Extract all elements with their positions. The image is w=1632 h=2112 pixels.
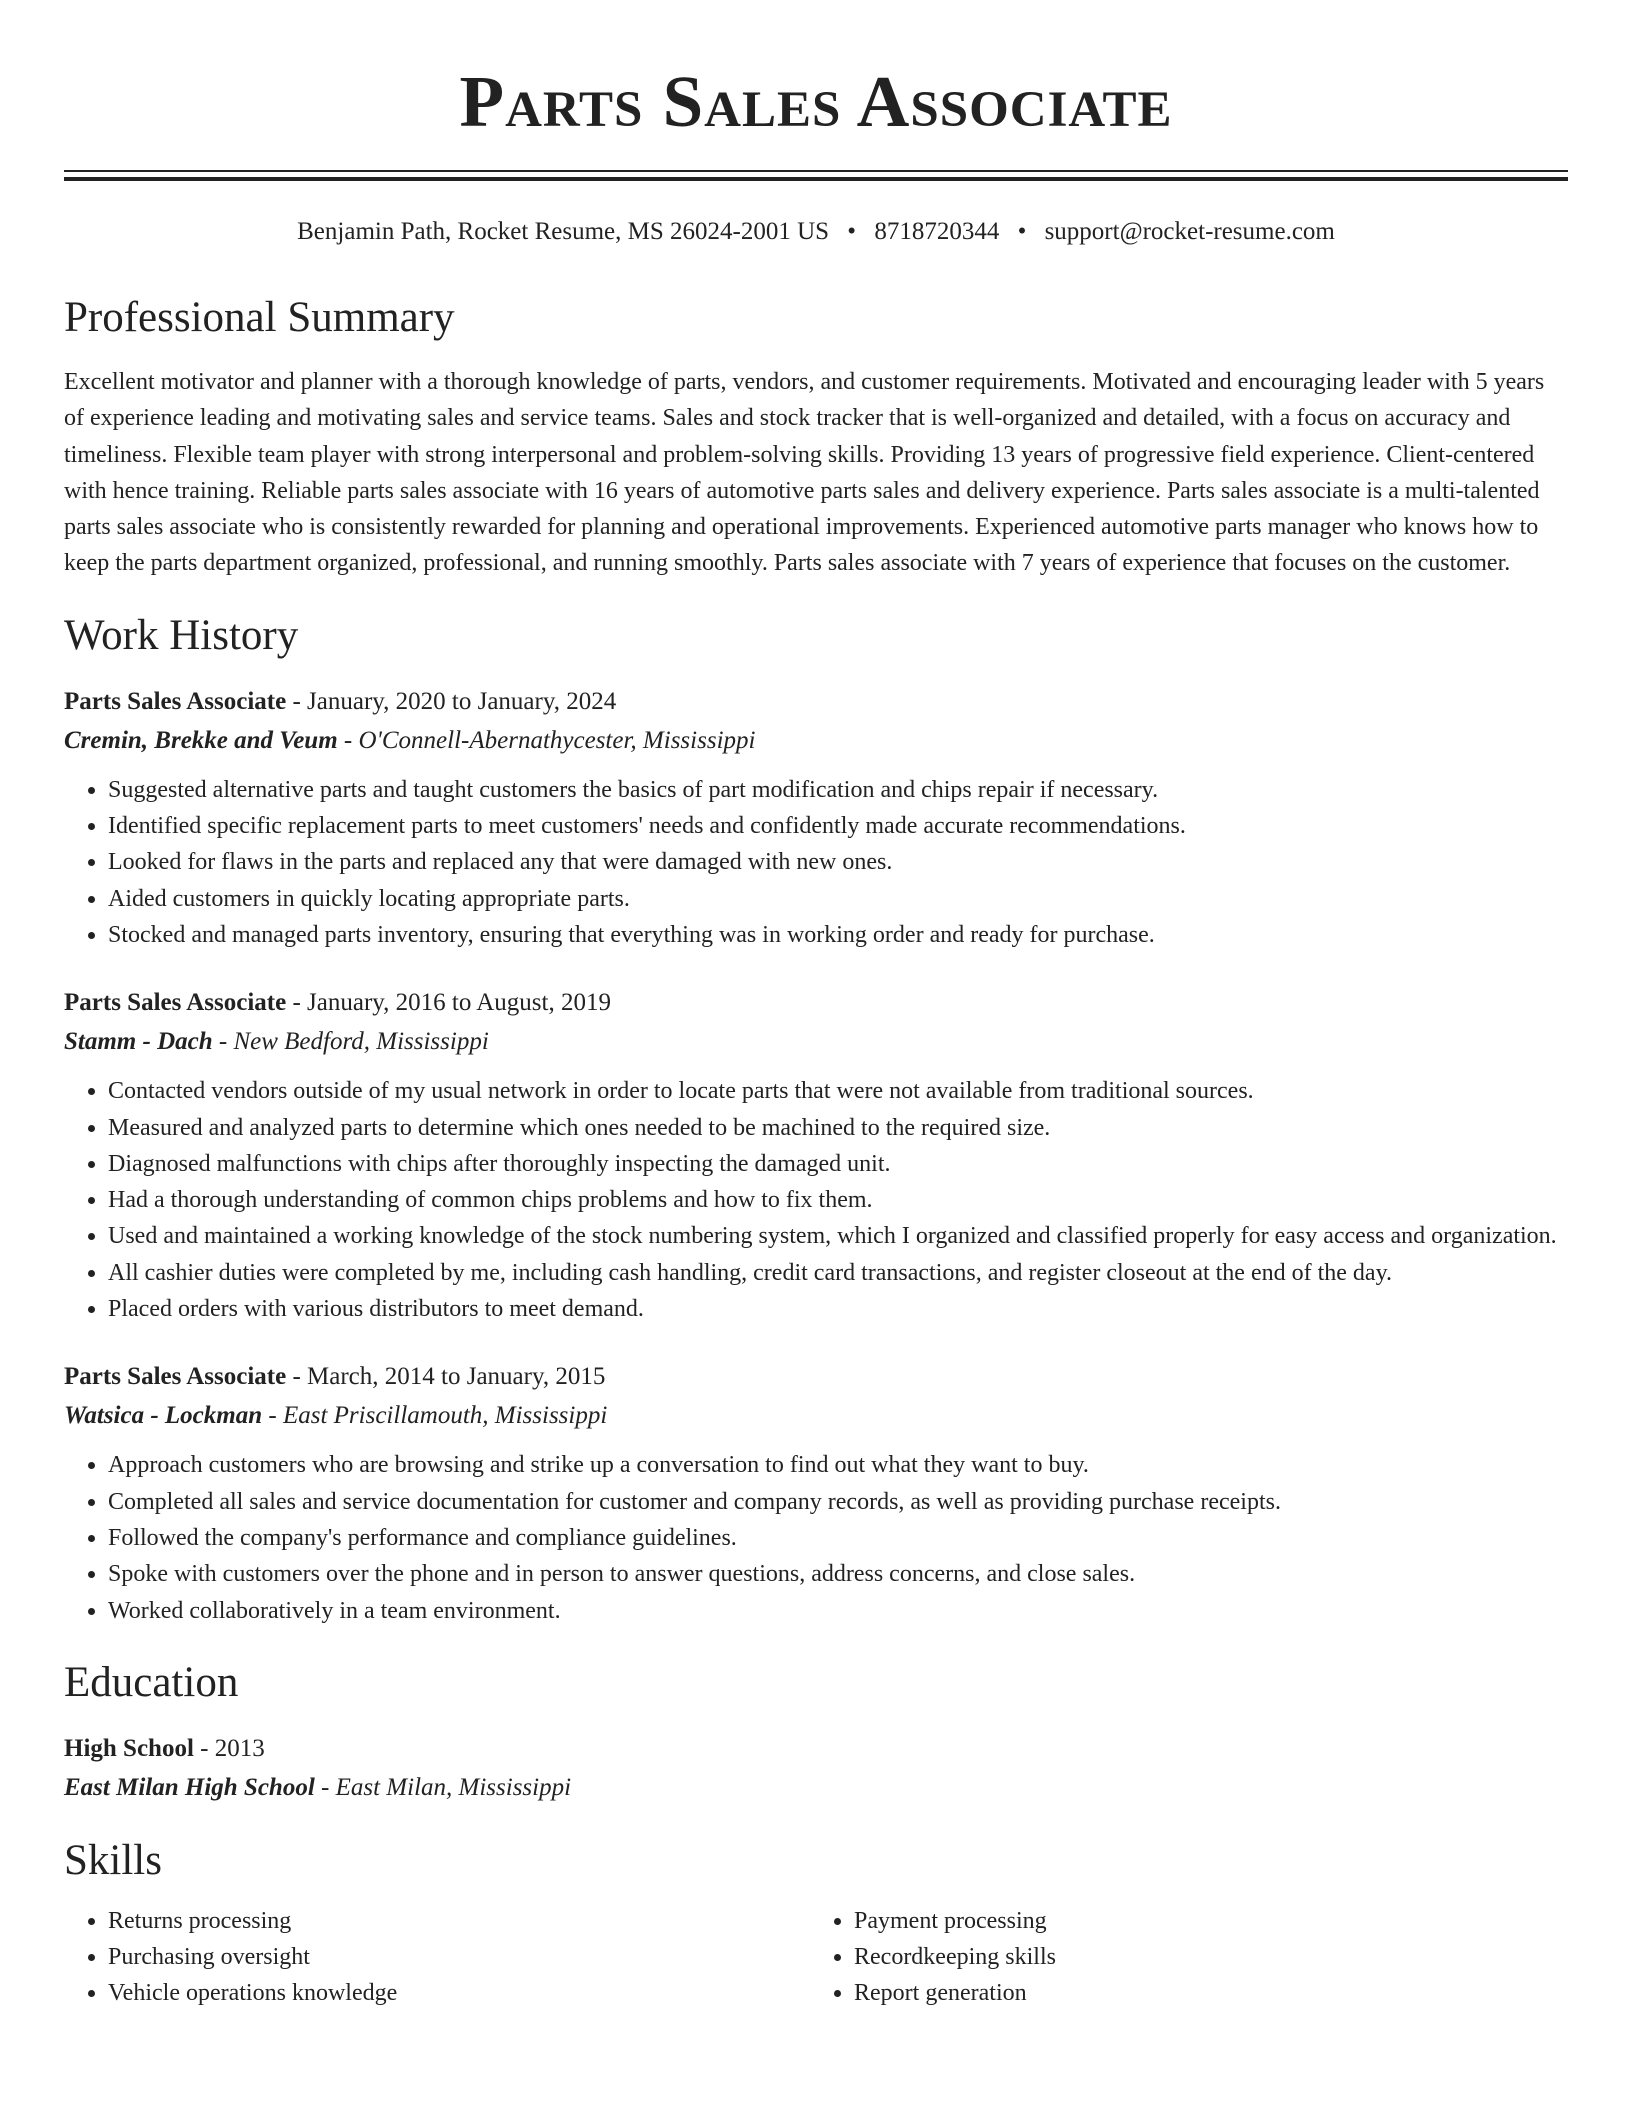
job-bullet: • All cashier duties were completed by me, including cash handling, credit card transactions, and register closeout at the end of the day. [108, 1255, 1568, 1291]
job-bullet: • Completed all sales and service documentation for customer and company records, as well as providing purchase receipts. [108, 1484, 1568, 1520]
job-bullet: • Stocked and managed parts inventory, ensuring that everything was in working order and ready for purchase. [108, 917, 1568, 953]
skills-heading: Skills [64, 1836, 162, 1884]
job-bullet: • Approach customers who are browsing and strike up a conversation to find out what they want to buy. [108, 1447, 1568, 1483]
education-heading: Education [64, 1658, 239, 1706]
divider-line-thick [64, 177, 1568, 181]
job-role: Parts Sales Associate [64, 1363, 287, 1391]
education-year: - 2013 [193, 1734, 265, 1762]
job-role: Parts Sales Associate [64, 687, 287, 715]
job-bullets [64, 1447, 1568, 1628]
job-header [64, 1357, 1568, 1396]
job-bullet: • Suggested alternative parts and taught customers the basics of part modification and chips repair if necessary. [108, 772, 1568, 808]
contact-separator: • [847, 218, 857, 245]
job-header [64, 682, 1568, 721]
page-title: Parts Sales Associate [459, 61, 1173, 142]
skill-item: • Payment processing [854, 1903, 1554, 1939]
job-bullet: • Diagnosed malfunctions with chips after thoroughly inspecting the damaged unit. [108, 1146, 1568, 1182]
title-divider [64, 170, 1568, 182]
job-bullet: • Looked for flaws in the parts and replaced any that were damaged with new ones. [108, 844, 1568, 880]
education-location: - East Milan, Mississippi [314, 1773, 572, 1801]
divider-line-thin [64, 170, 1568, 172]
summary-heading: Professional Summary [64, 294, 455, 341]
job-dates: - January, 2020 to January, 2024 [286, 687, 617, 715]
contact-line [64, 216, 1568, 248]
job-entry [64, 1357, 1568, 1628]
job-bullet: • Had a thorough understanding of common chips problems and how to fix them. [108, 1182, 1568, 1218]
skill-item: • Report generation [854, 1975, 1554, 2011]
job-company: Watsica - Lockman [64, 1402, 263, 1430]
work-history-heading: Work History [64, 611, 299, 659]
job-employer [64, 721, 1568, 760]
job-bullet: • Followed the company's performance and compliance guidelines. [108, 1520, 1568, 1556]
job-role: Parts Sales Associate [64, 989, 287, 1017]
skill-item: • Recordkeeping skills [854, 1939, 1554, 1975]
job-entry [64, 983, 1568, 1327]
education-header [64, 1729, 1568, 1768]
job-header [64, 983, 1568, 1022]
contact-address: Benjamin Path, Rocket Resume, MS 26024-2001 US [297, 218, 830, 245]
skill-item: • Purchasing oversight [108, 1939, 808, 1975]
education-school-line [64, 1768, 1568, 1807]
job-bullets [64, 1073, 1568, 1327]
skill-item: • Vehicle operations knowledge [108, 1975, 808, 2011]
contact-email: support@rocket-resume.com [1044, 218, 1335, 245]
skills-list [64, 1903, 1568, 2011]
job-employer [64, 1022, 1568, 1061]
skill-item: • Returns processing [108, 1903, 808, 1939]
education-degree: High School [64, 1734, 194, 1762]
job-bullets [64, 772, 1568, 953]
job-dates: - January, 2016 to August, 2019 [286, 989, 611, 1017]
job-location: - New Bedford, Mississippi [212, 1028, 489, 1056]
job-location: - East Priscillamouth, Mississippi [262, 1402, 608, 1430]
job-entry [64, 682, 1568, 953]
job-employer [64, 1396, 1568, 1435]
education-entry [64, 1729, 1568, 1807]
job-bullet: • Contacted vendors outside of my usual network in order to locate parts that were not available from traditional sources. [108, 1073, 1568, 1109]
job-bullet: • Worked collaboratively in a team environment. [108, 1593, 1568, 1629]
job-company: Cremin, Brekke and Veum [64, 726, 338, 754]
summary-text: Excellent motivator and planner with a thorough knowledge of parts, vendors, and customer requirements. Motivated and encouraging leader with 5 years of experience leading and motivating sales and service teams. Sales and stock tracker that is well-organized and detailed, with a focus on accuracy and timeliness. Flexible team player with strong interpersonal and problem-solving skills. Providing 13 years of progressive field experience. Client-centered with hence training. Reliable parts sales associate with 16 years of automotive parts sales and delivery experience. Parts sales associate is a multi-talented parts sales associate who is consistently rewarded for planning and operational improvements. Experienced automotive parts manager who knows how to keep the parts department organized, professional, and running smoothly. Parts sales associate with 7 years of experience that focuses on the customer. [64, 369, 1545, 577]
job-bullet: • Aided customers in quickly locating appropriate parts. [108, 881, 1568, 917]
skills-column-left [64, 1903, 808, 2011]
job-dates: - March, 2014 to January, 2015 [286, 1363, 606, 1391]
job-bullet: • Used and maintained a working knowledge of the stock numbering system, which I organized and classified properly for easy access and organization. [108, 1218, 1568, 1254]
skills-column-right [808, 1903, 1554, 2011]
job-bullet: • Identified specific replacement parts to meet customers' needs and confidently made accurate recommendations. [108, 808, 1568, 844]
education-school: East Milan High School [64, 1773, 315, 1801]
contact-separator: • [1017, 218, 1027, 245]
job-location: - O'Connell-Abernathycester, Mississippi [337, 726, 756, 754]
job-bullet: • Measured and analyzed parts to determine which ones needed to be machined to the required size. [108, 1110, 1568, 1146]
contact-phone: 8718720344 [874, 218, 1000, 245]
job-bullet: • Placed orders with various distributors to meet demand. [108, 1291, 1568, 1327]
job-bullet: • Spoke with customers over the phone and in person to answer questions, address concerns, and close sales. [108, 1556, 1568, 1592]
job-company: Stamm - Dach [64, 1028, 213, 1056]
